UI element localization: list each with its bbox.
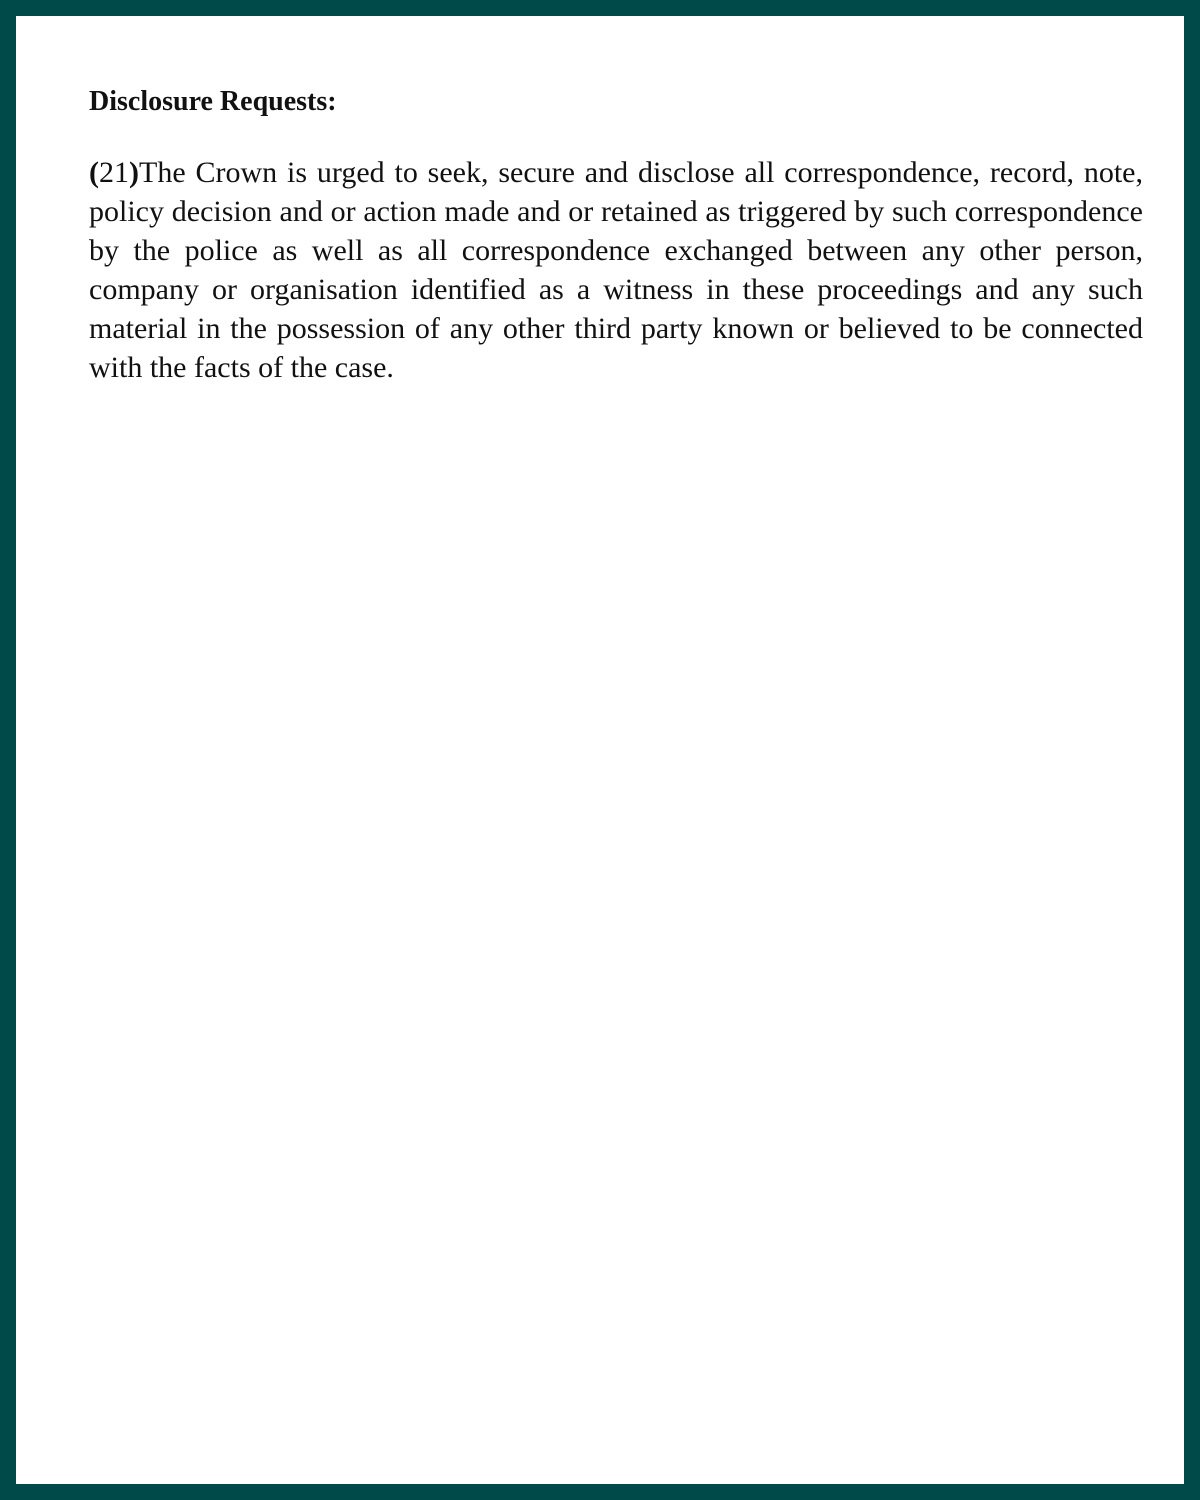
paragraph-text: The Crown is urged to seek, secure and disclose all correspondence, record, note, policy decision and or action made and or retained as triggered by such correspondence by the police as well as all correspondence exchanged between any other person, company or organisation identified as a witness in these proceedings and any such material in the possession of any other third party known or believed to be connected with the facts of the case.: [89, 156, 1143, 384]
paragraph-open-paren: (: [89, 156, 99, 189]
paragraph-number: 21: [99, 156, 129, 189]
document-body: [89, 82, 1143, 387]
paragraph-21: [89, 153, 1143, 387]
section-heading: Disclosure Requests:: [89, 86, 337, 117]
paragraph-close-paren: ): [129, 156, 139, 189]
